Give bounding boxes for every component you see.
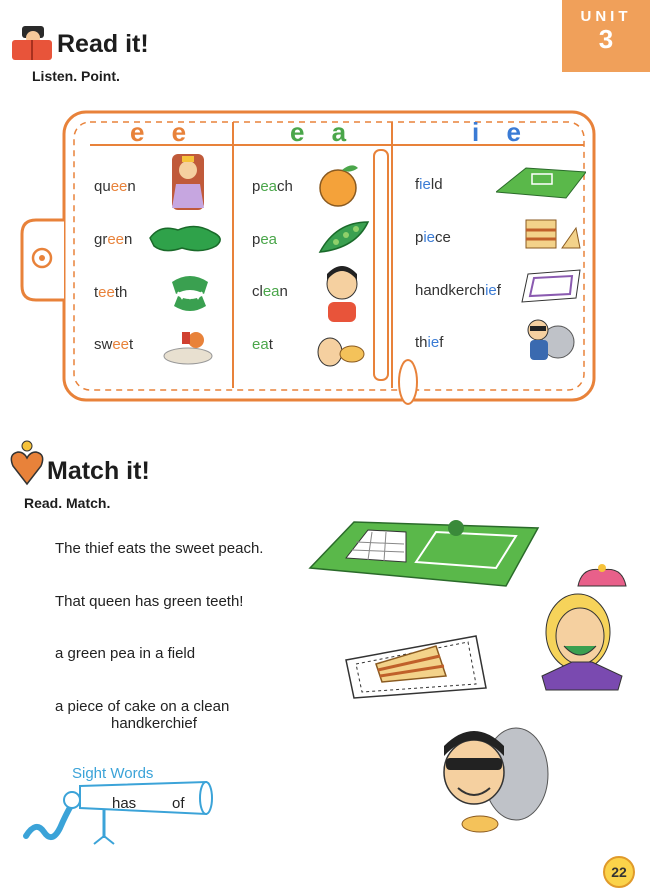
- page-number: 22: [603, 856, 635, 888]
- soccer-field-picture: [306, 512, 542, 590]
- word-handkerchief: handkerchief: [415, 282, 501, 299]
- word-teeth: teeth: [94, 284, 128, 301]
- sentence-2: That queen has green teeth!: [55, 593, 244, 610]
- word-eat: eat: [252, 336, 273, 353]
- peach-picture: [318, 160, 362, 208]
- sight-word-of: of: [172, 795, 185, 812]
- unit-number: 3: [598, 24, 614, 54]
- teeth-picture: [168, 272, 212, 316]
- match-it-title: Match it!: [47, 457, 150, 485]
- read-instructions: Listen. Point.: [32, 68, 120, 84]
- queen-picture: [164, 150, 212, 214]
- unit-label: UNIT: [580, 8, 632, 25]
- sight-word-has: has: [112, 795, 137, 812]
- thief-picture: [518, 316, 576, 366]
- column-header-ea: e a: [290, 117, 357, 147]
- cake-on-handkerchief-picture: [336, 624, 506, 704]
- word-queen: queen: [94, 178, 136, 195]
- word-piece: piece: [415, 229, 451, 246]
- sight-words-title: Sight Words: [72, 765, 154, 782]
- word-sweet: sweet: [94, 336, 134, 353]
- queen-face-picture: [522, 556, 640, 692]
- telescope-worm-picture: [20, 780, 220, 850]
- pea-pod-picture: [316, 218, 372, 258]
- sentence-4-line2: handkerchief: [111, 715, 197, 732]
- word-pea: pea: [252, 231, 278, 248]
- sentence-1: The thief eats the sweet peach.: [55, 540, 264, 557]
- heart-bee-icon: [10, 438, 44, 486]
- sweet-candy-picture: [160, 324, 216, 366]
- match-instructions: Read. Match.: [24, 495, 111, 511]
- column-header-ee: e e: [130, 117, 197, 147]
- column-header-ie: i e: [472, 117, 531, 147]
- eat-picture: [316, 332, 366, 368]
- thief-eating-picture: [424, 720, 554, 840]
- word-clean: clean: [252, 283, 288, 300]
- field-picture: [496, 162, 586, 202]
- sentence-4-line1: a piece of cake on a clean: [55, 698, 230, 715]
- sentence-3: a green pea in a field: [55, 645, 196, 662]
- clean-girl-picture: [318, 262, 366, 324]
- word-green: green: [94, 231, 133, 248]
- word-field: field: [415, 176, 443, 193]
- read-it-title: Read it!: [57, 30, 149, 58]
- handkerchief-picture: [520, 268, 584, 304]
- cake-piece-picture: [522, 208, 582, 252]
- green-paint-picture: [146, 222, 226, 254]
- word-peach: peach: [252, 178, 293, 195]
- word-thief: thief: [415, 334, 444, 351]
